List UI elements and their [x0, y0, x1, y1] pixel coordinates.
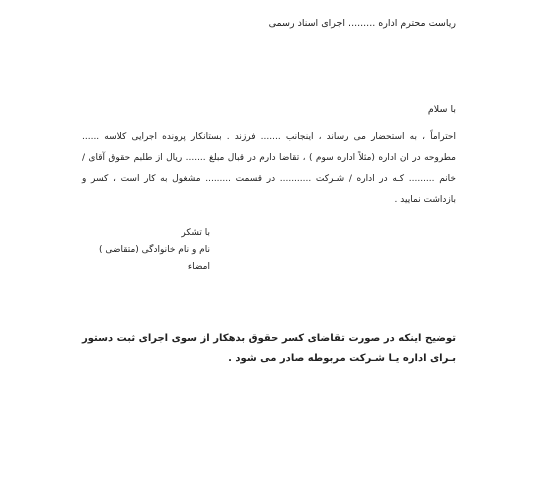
closing-block: [80, 225, 210, 276]
greeting: با سلام: [427, 104, 456, 115]
letter-body: احتراماً ، به استحضار می رساند ، اینجانب ....... فرزند . بستانکار پرونده اجرایی کلاسه ...... مطروحه در ان اداره (مثلاً اداره سوم ) ، تقاضا دارم در قبال مبلغ ....... ریال از طلبم حقوق آقای / خانم ......... کـه در اداره / شـرکت ........... در قسمت ......... مشغول به کار است ، کسر و بازداشت نمایید .: [82, 132, 456, 205]
explanatory-note: توضیح اینکه در صورت تقاضای کسر حقوق بدهکار از سوی اجرای ثبت دستور بـرای اداره یـا شـرکت مربوطه صادر می شود .: [82, 333, 456, 364]
signature-label: امضاء: [187, 262, 210, 272]
closing-thanks: با تشکر: [181, 228, 210, 238]
letter-heading: ریاست محترم اداره ......... اجرای اسناد رسمی: [268, 18, 456, 29]
applicant-name-label: نام و نام خانوادگی (متقاضی ): [98, 245, 210, 255]
